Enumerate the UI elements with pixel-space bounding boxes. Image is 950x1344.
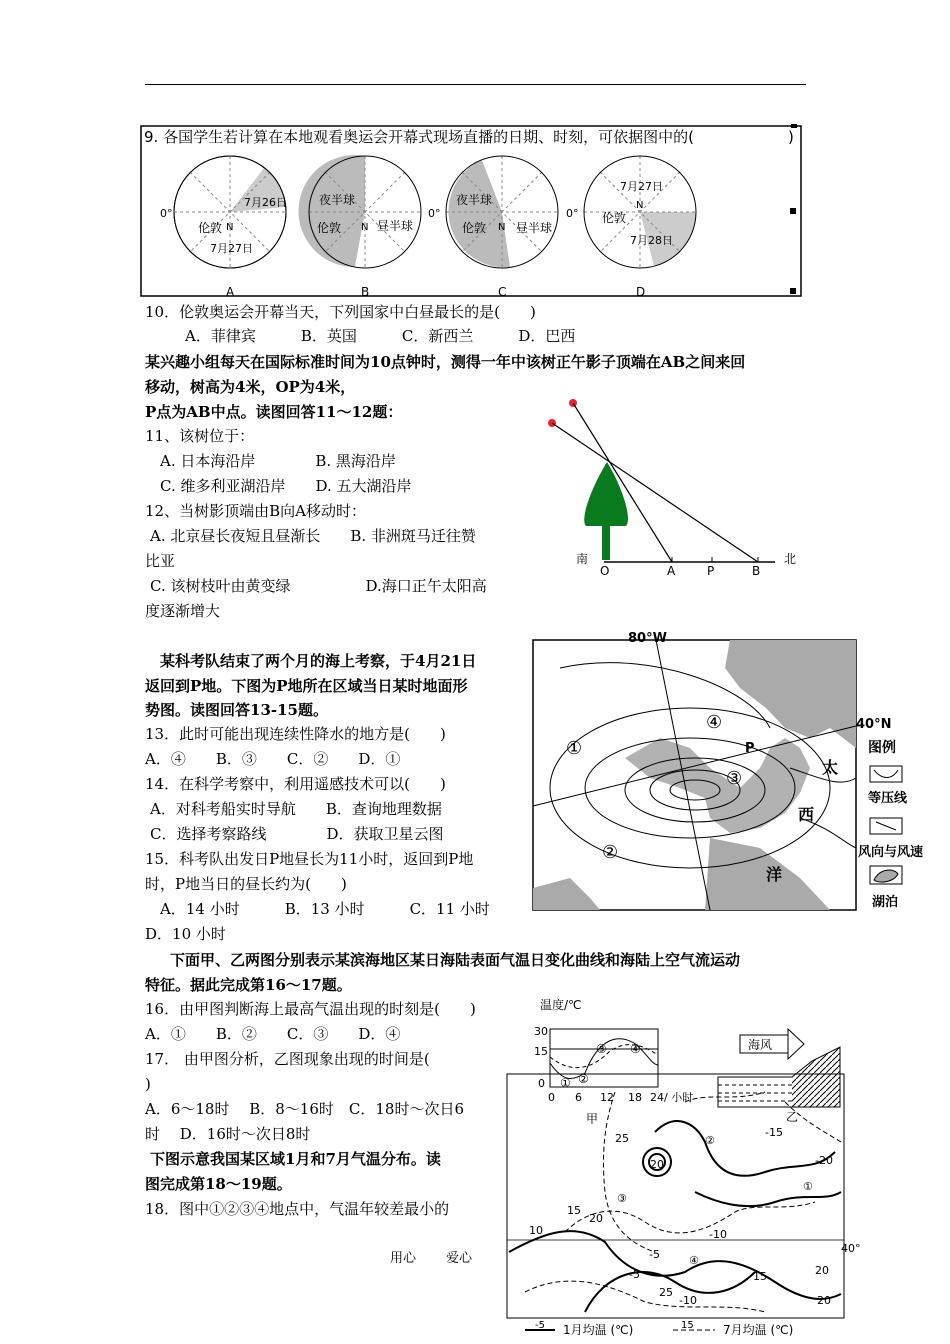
svg-text:①: ①	[803, 1180, 813, 1193]
svg-text:-20: -20	[815, 1154, 833, 1167]
intro13-line2: 返回到P地。下图为P地所在区域当日某时地面形	[145, 677, 468, 695]
tree-shadow-figure	[540, 390, 810, 580]
q16-options: A．① B．② C．③ D．④	[145, 1025, 401, 1043]
q14-stem: 14．在科学考察中，利用遥感技术可以( )	[145, 775, 446, 793]
svg-text:④: ④	[630, 1042, 641, 1056]
svg-text:昼半球: 昼半球	[516, 221, 553, 235]
q15-row1: A．14 小时 B．13 小时 C．11 小时	[160, 900, 490, 918]
svg-text:伦敦: 伦敦	[317, 221, 342, 235]
svg-text:A: A	[667, 564, 676, 578]
svg-text:O: O	[600, 564, 610, 578]
svg-text:甲: 甲	[586, 1112, 599, 1126]
svg-text:20: 20	[589, 1212, 603, 1225]
svg-text:15: 15	[753, 1270, 767, 1283]
svg-text:③: ③	[617, 1192, 627, 1205]
q12-d-cont: 度逐渐增大	[145, 602, 221, 620]
svg-text:乙: 乙	[786, 1110, 799, 1124]
svg-text:7月27日: 7月27日	[620, 180, 663, 193]
svg-text:7月26日: 7月26日	[244, 196, 287, 209]
q10-stem: 10．伦敦奥运会开幕当天，下列国家中白昼最长的是( )	[145, 303, 536, 321]
svg-text:N: N	[226, 222, 234, 233]
q11-stem: 11、该树位于：	[145, 427, 255, 445]
svg-text:③: ③	[726, 768, 743, 789]
intro18-line1: 下图示意我国某区域1月和7月气温分布。读	[150, 1150, 441, 1168]
svg-text:风向与风速: 风向与风速	[858, 845, 924, 860]
svg-text:7月27日: 7月27日	[210, 242, 253, 255]
q12-ab: A. 北京昼长夜短且昼渐长 B. 非洲斑马迁往赞	[150, 527, 476, 545]
q13-options: A．④ B．③ C．② D．①	[145, 750, 401, 768]
svg-text:-5: -5	[535, 1320, 545, 1331]
svg-text:伦敦: 伦敦	[462, 221, 487, 235]
svg-text:80°W: 80°W	[628, 631, 667, 646]
svg-text:等压线: 等压线	[868, 791, 908, 806]
header-rule	[145, 84, 806, 85]
svg-text:P: P	[745, 741, 755, 756]
svg-text:太: 太	[822, 758, 839, 777]
footer-right: 爱心	[446, 1251, 473, 1266]
svg-text:0: 0	[538, 1077, 545, 1090]
svg-text:N: N	[636, 200, 644, 211]
svg-text:伦敦: 伦敦	[602, 211, 627, 225]
intro16-line2: 特征。据此完成第16～17题。	[145, 976, 352, 994]
svg-text:-10: -10	[709, 1228, 727, 1241]
globe-b	[298, 155, 421, 268]
q17-line2: )	[145, 1075, 151, 1093]
globe-c	[428, 156, 558, 268]
tree-icon	[584, 462, 628, 560]
svg-text:0°: 0°	[566, 207, 579, 220]
q13-stem: 13．此时可能出现连续性降水的地方是( )	[145, 725, 446, 743]
svg-text:昼半球: 昼半球	[377, 219, 414, 233]
q14-row1: A．对科考船实时导航 B．查询地理数据	[150, 800, 442, 818]
svg-text:24/ 小时: 24/ 小时	[650, 1091, 694, 1104]
q12-b-cont: 比亚	[145, 552, 176, 570]
svg-text:N: N	[361, 222, 369, 233]
globe-a-label: A	[226, 285, 235, 299]
q9-close: )	[788, 128, 794, 146]
globe-d-label: D	[636, 285, 646, 299]
intro11-line3: P点为AB中点。读图回答11～12题：	[145, 403, 403, 421]
q12-cd: C. 该树枝叶由黄变绿 D.海口正午太阳高	[150, 577, 487, 595]
svg-text:6: 6	[575, 1091, 582, 1104]
svg-text:P: P	[707, 564, 715, 578]
isotherm-map	[505, 1072, 861, 1344]
svg-text:-5: -5	[629, 1268, 640, 1281]
svg-text:18: 18	[628, 1091, 642, 1104]
intro13-line1: 某科考队结束了两个月的海上考察，于4月21日	[160, 652, 477, 670]
svg-text:④: ④	[706, 712, 723, 733]
svg-text:温度/℃: 温度/℃	[540, 998, 582, 1012]
svg-text:20: 20	[815, 1264, 829, 1277]
q18-stem: 18．图中①②③④地点中，气温年较差最小的	[145, 1200, 450, 1218]
svg-text:①: ①	[560, 1076, 571, 1090]
q17-line4: 时 D．16时～次日8时	[145, 1125, 311, 1143]
svg-text:0°: 0°	[428, 207, 441, 220]
intro16-line1: 下面甲、乙两图分别表示某滨海地区某日海陆表面气温日变化曲线和海陆上空气流运动	[170, 951, 741, 969]
q15-row2: D．10 小时	[145, 925, 226, 943]
svg-text:B: B	[752, 564, 761, 578]
svg-text:1月均温 (℃): 1月均温 (℃)	[563, 1323, 634, 1337]
svg-text:7月均温 (℃): 7月均温 (℃)	[723, 1323, 794, 1337]
svg-text:10: 10	[529, 1224, 543, 1237]
svg-text:-15: -15	[765, 1126, 783, 1139]
intro18-line2: 图完成第18～19题。	[145, 1175, 292, 1193]
svg-text:25: 25	[659, 1286, 673, 1299]
svg-text:②: ②	[602, 842, 619, 863]
svg-text:7月28日: 7月28日	[630, 234, 673, 247]
svg-text:-5: -5	[649, 1248, 660, 1261]
svg-text:12: 12	[600, 1091, 614, 1104]
q16-stem: 16．由甲图判断海上最高气温出现的时刻是( )	[145, 1000, 476, 1018]
globe-b-label: B	[361, 285, 370, 299]
svg-text:20: 20	[650, 1158, 664, 1171]
q10-options: A．菲律宾 B．英国 C．新西兰 D．巴西	[185, 327, 576, 345]
svg-text:15: 15	[534, 1045, 548, 1058]
svg-text:图例: 图例	[868, 740, 896, 756]
q15-line2: 时，P地当日的昼长约为( )	[145, 875, 347, 893]
globe-c-label: C	[498, 285, 507, 299]
q11-row2: C. 维多利亚湖沿岸 D. 五大湖沿岸	[160, 477, 412, 495]
svg-text:①: ①	[566, 738, 583, 759]
svg-text:0°: 0°	[160, 207, 173, 220]
intro11-line2: 移动，树高为4米，OP为4米，	[145, 378, 356, 396]
q12-stem: 12、当树影顶端由B向A移动时：	[145, 502, 366, 520]
svg-text:③: ③	[596, 1042, 607, 1056]
svg-text:海风: 海风	[748, 1038, 773, 1052]
globe-a	[160, 156, 287, 268]
svg-text:②: ②	[578, 1072, 589, 1086]
svg-text:西: 西	[798, 805, 815, 824]
q15-line1: 15．科考队出发日P地昼长为11小时，返回到P地	[145, 850, 474, 868]
svg-text:洋: 洋	[766, 865, 783, 884]
intro11-line1: 某兴趣小组每天在国际标准时间为10点钟时，测得一年中该树正午影子顶端在AB之间来回	[145, 353, 746, 371]
svg-text:北: 北	[784, 552, 797, 566]
svg-text:40°N: 40°N	[856, 717, 892, 732]
q9-figure	[140, 120, 805, 302]
svg-text:15: 15	[567, 1204, 581, 1217]
svg-text:伦敦: 伦敦	[198, 221, 223, 235]
svg-text:南: 南	[576, 552, 589, 566]
svg-text:15: 15	[681, 1320, 694, 1331]
svg-text:20: 20	[817, 1294, 831, 1307]
svg-text:夜半球: 夜半球	[456, 193, 493, 207]
svg-text:30: 30	[534, 1025, 548, 1038]
footer-left: 用心	[390, 1251, 417, 1266]
svg-text:湖泊: 湖泊	[872, 895, 899, 910]
q11-row1: A. 日本海沿岸 B. 黑海沿岸	[160, 452, 396, 470]
svg-text:0: 0	[548, 1091, 555, 1104]
weather-map	[530, 628, 945, 914]
svg-text:④: ④	[689, 1254, 699, 1267]
svg-text:40°: 40°	[841, 1242, 861, 1255]
svg-text:②: ②	[705, 1134, 715, 1147]
globe-d	[566, 156, 696, 268]
svg-text:夜半球: 夜半球	[319, 193, 356, 207]
q14-row2: C．选择考察路线 D．获取卫星云图	[150, 825, 444, 843]
q17-line3: A．6～18时 B．8～16时 C．18时～次日6	[145, 1100, 464, 1118]
q17-line1: 17． 由甲图分析，乙图现象出现的时间是(	[145, 1050, 430, 1068]
svg-text:N: N	[498, 222, 506, 233]
q9-prompt: 9. 各国学生若计算在本地观看奥运会开幕式现场直播的日期、时刻，可依据图中的(	[144, 128, 694, 146]
intro13-line3: 势图。读图回答13-15题。	[145, 701, 328, 719]
svg-text:25: 25	[615, 1132, 629, 1145]
svg-text:-10: -10	[679, 1294, 697, 1307]
